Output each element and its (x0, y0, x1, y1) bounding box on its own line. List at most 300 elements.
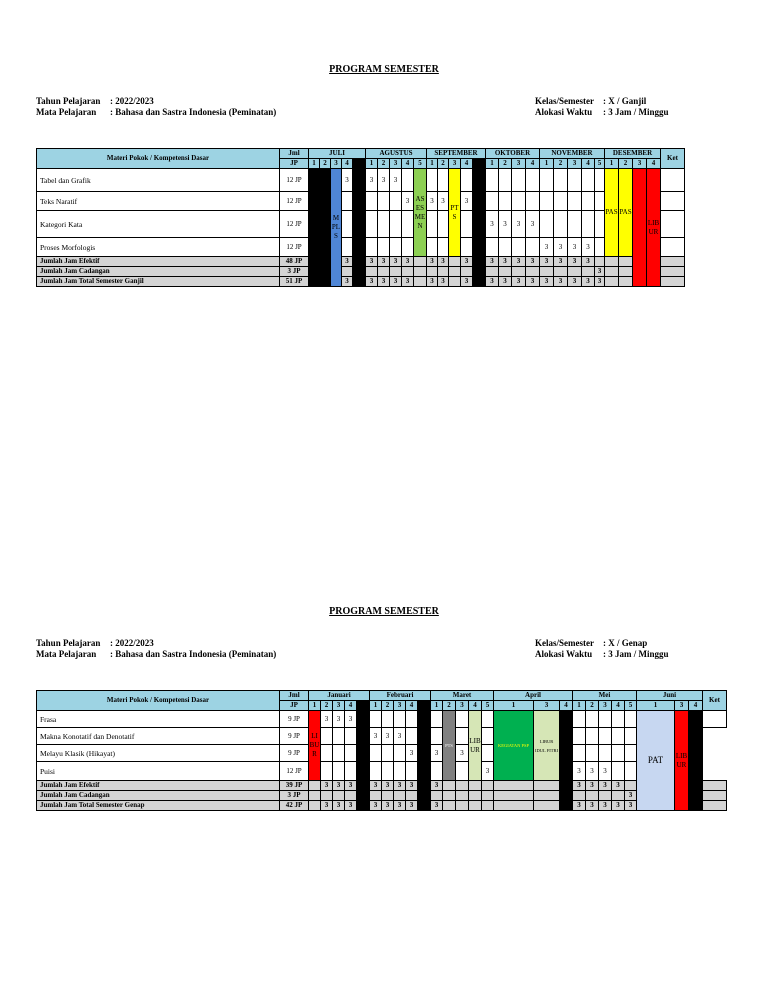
empty-cell (582, 211, 595, 238)
sum-label: Jumlah Jam Cadangan (37, 267, 280, 277)
week-cell: 4 (461, 159, 473, 169)
empty-cell (406, 791, 418, 801)
ket-cell (661, 211, 685, 238)
empty-cell (461, 238, 473, 257)
ket-cell (703, 801, 727, 811)
libur-sum (309, 791, 321, 801)
materi-cell: Makna Konotatif dan Denotatif (37, 728, 280, 745)
ket-cell (625, 762, 637, 781)
value-cell: 3 (625, 791, 637, 801)
alokasi-value: : 3 Jam / Minggu (603, 649, 669, 659)
empty-cell (568, 169, 582, 192)
empty-cell (378, 238, 390, 257)
jp-cell: 12 JP (280, 192, 309, 211)
value-cell: 3 (406, 745, 418, 762)
empty-cell (333, 728, 345, 745)
empty-cell (482, 781, 494, 791)
empty-cell (431, 711, 443, 728)
pts-sum (449, 267, 461, 277)
empty-cell (568, 192, 582, 211)
empty-cell (582, 267, 595, 277)
table-row (37, 711, 727, 728)
value-cell: 3 (366, 277, 378, 287)
ket-cell (661, 169, 685, 192)
value-cell: 3 (482, 762, 494, 781)
materi-cell: Melayu Klasik (Hikayat) (37, 745, 280, 762)
week-cell: 4 (526, 159, 540, 169)
month-agustus: AGUSTUS (366, 149, 427, 159)
month-mei: Mei (573, 691, 637, 701)
month-oktober: OKTOBER (486, 149, 540, 159)
week-cell: 2 (586, 701, 599, 711)
empty-cell (540, 267, 554, 277)
header-materi: Materi Pokok / Kompetensi Dasar (37, 691, 280, 711)
pas-sum (605, 267, 619, 277)
empty-cell (406, 711, 418, 728)
week-cell: 2 (320, 159, 331, 169)
value-cell: 3 (540, 257, 554, 267)
value-cell: 3 (461, 277, 473, 287)
value-cell: 3 (486, 257, 499, 267)
value-cell: 3 (586, 781, 599, 791)
empty-cell (512, 169, 526, 192)
week-cell: 2 (321, 701, 333, 711)
value-cell: 3 (431, 745, 443, 762)
value-cell: 3 (512, 257, 526, 267)
month-juni: Juni (637, 691, 703, 701)
empty-cell (390, 192, 402, 211)
sum-label: Jumlah Jam Efektif (37, 257, 280, 267)
week-cell: 5 (414, 159, 427, 169)
empty-cell (431, 762, 443, 781)
week-cell: 4 (582, 159, 595, 169)
pts-cell: PTS (443, 711, 456, 781)
empty-cell (582, 192, 595, 211)
value-cell: 3 (366, 257, 378, 267)
empty-cell (612, 745, 625, 762)
week-cell: 1 (427, 159, 438, 169)
empty-cell (345, 762, 357, 781)
asesmen-sum (414, 257, 427, 267)
week-cell-blank (353, 159, 366, 169)
value-cell: 3 (586, 801, 599, 811)
value-cell: 3 (378, 257, 390, 267)
empty-cell (345, 728, 357, 745)
empty-cell (402, 211, 414, 238)
materi-cell: Puisi (37, 762, 280, 781)
value-cell: 3 (333, 781, 345, 791)
empty-cell (382, 711, 394, 728)
week-cell: 3 (456, 701, 469, 711)
juli-w5-black (353, 169, 366, 287)
empty-cell (482, 745, 494, 762)
empty-cell (486, 267, 499, 277)
empty-cell (582, 169, 595, 192)
value-cell: 3 (595, 277, 605, 287)
week-cell: 2 (619, 159, 633, 169)
value-cell: 3 (366, 169, 378, 192)
jp-cell: 12 JP (280, 169, 309, 192)
value-cell: 3 (486, 211, 499, 238)
value-cell: 3 (406, 781, 418, 791)
week-cell: 1 (605, 159, 619, 169)
value-cell: 3 (582, 257, 595, 267)
mapel-value: : Bahasa dan Sastra Indonesia (Peminatan) (110, 649, 277, 659)
empty-cell (378, 192, 390, 211)
empty-cell (512, 267, 526, 277)
kelas-value: : X / Genap (603, 638, 648, 648)
value-cell: 3 (431, 801, 443, 811)
libur-sum (469, 791, 482, 801)
value-cell: 3 (554, 277, 568, 287)
empty-cell (568, 211, 582, 238)
week-cell: 1 (637, 701, 675, 711)
empty-cell (599, 745, 612, 762)
value-cell: 3 (345, 801, 357, 811)
empty-cell (612, 762, 625, 781)
week-cell: 1 (431, 701, 443, 711)
value-cell: 3 (342, 257, 353, 267)
value-cell: 3 (402, 257, 414, 267)
table-row (37, 169, 685, 192)
empty-cell (390, 267, 402, 277)
empty-cell (499, 238, 512, 257)
value-cell: 3 (568, 257, 582, 267)
empty-cell (526, 169, 540, 192)
month-april: April (494, 691, 573, 701)
empty-cell (394, 745, 406, 762)
value-cell: 3 (390, 257, 402, 267)
empty-cell (406, 762, 418, 781)
kelas-value: : X / Ganjil (603, 96, 647, 106)
month-september: SEPTEMBER (427, 149, 486, 159)
alokasi-label: Alokasi Waktu (535, 107, 593, 117)
week-cell: 1 (540, 159, 554, 169)
value-cell: 3 (402, 192, 414, 211)
value-cell: 3 (586, 762, 599, 781)
value-cell: 3 (554, 257, 568, 267)
empty-cell (573, 791, 586, 801)
lebaran-cell: LIBUR IDUL FITRI (534, 711, 560, 781)
empty-cell (321, 762, 333, 781)
libur-sum (309, 781, 321, 791)
week-cell-blank (473, 159, 486, 169)
value-cell: 3 (554, 238, 568, 257)
week-cell: 5 (625, 701, 637, 711)
meta-left (36, 638, 276, 660)
empty-cell (431, 791, 443, 801)
week-cell: 3 (633, 159, 647, 169)
tahun-value: : 2022/2023 (110, 638, 154, 648)
week-cell: 3 (599, 701, 612, 711)
empty-cell (486, 192, 499, 211)
sum-jp: 3 JP (280, 267, 309, 277)
week-cell: 4 (402, 159, 414, 169)
empty-cell (554, 169, 568, 192)
empty-cell (461, 211, 473, 238)
apr-w4-black (560, 711, 573, 811)
page-title: PROGRAM SEMESTER (329, 606, 439, 617)
empty-cell (586, 791, 599, 801)
kegiatan-sum (494, 791, 534, 801)
month-februari: Februari (370, 691, 431, 701)
empty-cell (402, 169, 414, 192)
empty-cell (612, 791, 625, 801)
pts-sum (443, 781, 456, 791)
ket-cell (703, 791, 727, 801)
tahun-label: Tahun Pelajaran (36, 96, 101, 106)
libur-sum (469, 801, 482, 811)
juli-w2-black (320, 169, 331, 287)
pts-sum (443, 801, 456, 811)
value-cell: 3 (573, 762, 586, 781)
week-cell-blank (418, 701, 431, 711)
value-cell: 3 (394, 781, 406, 791)
empty-cell (394, 711, 406, 728)
value-cell: 3 (333, 801, 345, 811)
week-cell: 3 (331, 159, 342, 169)
jp-cell: 12 JP (280, 762, 309, 781)
value-cell: 3 (612, 781, 625, 791)
empty-cell (526, 267, 540, 277)
empty-cell (382, 762, 394, 781)
pts-cell: PTS (449, 169, 461, 257)
table-row (37, 728, 727, 745)
month-november: NOVEMBER (540, 149, 605, 159)
value-cell: 3 (321, 801, 333, 811)
materi-cell: Teks Naratif (37, 192, 280, 211)
empty-cell (554, 211, 568, 238)
ket-cell (661, 277, 685, 287)
empty-cell (456, 801, 469, 811)
week-cell: 3 (449, 159, 461, 169)
juli-w1-black (309, 169, 320, 287)
jp-cell: 12 JP (280, 238, 309, 257)
empty-cell (599, 711, 612, 728)
week-cell: 1 (366, 159, 378, 169)
empty-cell (321, 728, 333, 745)
header-jml: Jml (280, 149, 309, 159)
empty-cell (554, 192, 568, 211)
value-cell: 3 (526, 211, 540, 238)
value-cell: 3 (456, 745, 469, 762)
value-cell: 3 (333, 711, 345, 728)
value-cell: 3 (512, 211, 526, 238)
empty-cell (438, 238, 449, 257)
week-cell: 2 (438, 159, 449, 169)
tahun-value: : 2022/2023 (110, 96, 154, 106)
value-cell: 3 (431, 781, 443, 791)
week-cell: 4 (469, 701, 482, 711)
week-cell: 1 (309, 701, 321, 711)
empty-cell (486, 169, 499, 192)
lebaran-sum (534, 791, 560, 801)
empty-cell (370, 745, 382, 762)
empty-cell (540, 169, 554, 192)
empty-cell (586, 745, 599, 762)
value-cell: 3 (526, 257, 540, 267)
empty-cell (342, 192, 353, 211)
pas-sum (605, 257, 619, 267)
libur-cell-2: LIBUR (647, 169, 661, 287)
week-cell: 3 (394, 701, 406, 711)
value-cell: 3 (370, 728, 382, 745)
value-cell: 3 (540, 238, 554, 257)
value-cell: 3 (345, 711, 357, 728)
value-cell: 3 (427, 277, 438, 287)
kelas-label: Kelas/Semester (535, 96, 594, 106)
value-cell: 3 (321, 711, 333, 728)
empty-cell (599, 728, 612, 745)
sum-jp: 42 JP (280, 801, 309, 811)
value-cell: 3 (582, 238, 595, 257)
empty-cell (540, 211, 554, 238)
sum-row (37, 801, 727, 811)
sum-jp: 3 JP (280, 791, 309, 801)
meta-right (535, 96, 669, 118)
value-cell: 3 (526, 277, 540, 287)
empty-cell (366, 192, 378, 211)
empty-cell (586, 711, 599, 728)
empty-cell (427, 211, 438, 238)
week-cell: 3 (675, 701, 689, 711)
value-cell: 3 (427, 192, 438, 211)
asesmen-sum (414, 267, 427, 277)
jp-cell: 9 JP (280, 745, 309, 762)
value-cell: 3 (382, 801, 394, 811)
libur-sum (469, 781, 482, 791)
jun-w4-black (689, 711, 703, 811)
empty-cell (333, 762, 345, 781)
empty-cell (333, 745, 345, 762)
value-cell: 3 (342, 169, 353, 192)
empty-cell (595, 169, 605, 192)
value-cell: 3 (499, 257, 512, 267)
empty-cell (512, 192, 526, 211)
week-cell: 4 (345, 701, 357, 711)
empty-cell (461, 169, 473, 192)
empty-cell (342, 267, 353, 277)
lebaran-sum (534, 801, 560, 811)
month-juli: JULI (309, 149, 366, 159)
pat-cell: PAT (637, 711, 675, 811)
empty-cell (438, 211, 449, 238)
value-cell: 3 (568, 238, 582, 257)
empty-cell (512, 238, 526, 257)
value-cell: 3 (370, 801, 382, 811)
empty-cell (366, 211, 378, 238)
empty-cell (526, 238, 540, 257)
value-cell: 3 (599, 801, 612, 811)
empty-cell (427, 169, 438, 192)
empty-cell (595, 238, 605, 257)
value-cell: 3 (438, 192, 449, 211)
value-cell: 3 (486, 277, 499, 287)
value-cell: 3 (438, 257, 449, 267)
pas-cell-1: PAS (605, 169, 619, 257)
empty-cell (486, 238, 499, 257)
empty-cell (345, 745, 357, 762)
jp-cell: 9 JP (280, 728, 309, 745)
empty-cell (554, 267, 568, 277)
month-desember: DESEMBER (605, 149, 661, 159)
value-cell: 3 (345, 781, 357, 791)
week-cell: 3 (512, 159, 526, 169)
value-cell: 3 (378, 169, 390, 192)
empty-cell (599, 791, 612, 801)
sum-jp: 39 JP (280, 781, 309, 791)
mpls-cell: MPLS (331, 169, 342, 287)
empty-cell (394, 762, 406, 781)
value-cell: 3 (461, 192, 473, 211)
asesmen-sum (414, 277, 427, 287)
ket-cell (703, 711, 727, 728)
lebaran-sum (534, 781, 560, 791)
empty-cell (382, 791, 394, 801)
pas-sum (605, 277, 619, 287)
empty-cell (540, 192, 554, 211)
feb-w5-black (418, 711, 431, 811)
value-cell: 3 (512, 277, 526, 287)
empty-cell (526, 192, 540, 211)
empty-cell (612, 711, 625, 728)
empty-cell (321, 745, 333, 762)
sum-row (37, 791, 727, 801)
value-cell: 3 (394, 728, 406, 745)
week-cell: 1 (494, 701, 534, 711)
empty-cell (456, 791, 469, 801)
value-cell: 3 (427, 257, 438, 267)
empty-cell (482, 711, 494, 728)
week-cell: 4 (647, 159, 661, 169)
alokasi-value: : 3 Jam / Minggu (603, 107, 669, 117)
week-cell: 5 (595, 159, 605, 169)
ket-cell (625, 728, 637, 745)
week-cell: 3 (333, 701, 345, 711)
tahun-label: Tahun Pelajaran (36, 638, 101, 648)
value-cell: 3 (499, 211, 512, 238)
week-cell: 1 (573, 701, 586, 711)
empty-cell (482, 728, 494, 745)
week-cell: 3 (534, 701, 560, 711)
empty-cell (625, 711, 637, 728)
kelas-label: Kelas/Semester (535, 638, 594, 648)
jan-w5-black (357, 711, 370, 811)
empty-cell (461, 267, 473, 277)
empty-cell (342, 211, 353, 238)
empty-cell (456, 711, 469, 728)
pas-sum (619, 267, 633, 277)
table-row (37, 745, 727, 762)
ket-cell (661, 257, 685, 267)
libur-cell-jan: LIBUR (309, 711, 321, 781)
sum-label: Jumlah Jam Total Semester Ganjil (37, 277, 280, 287)
empty-cell (586, 728, 599, 745)
value-cell: 3 (402, 277, 414, 287)
materi-cell: Frasa (37, 711, 280, 728)
empty-cell (378, 267, 390, 277)
empty-cell (595, 257, 605, 267)
empty-cell (595, 192, 605, 211)
week-cell: 2 (443, 701, 456, 711)
empty-cell (321, 791, 333, 801)
week-cell: 1 (309, 159, 320, 169)
meta-left (36, 96, 276, 118)
empty-cell (438, 267, 449, 277)
week-cell: 2 (499, 159, 512, 169)
empty-cell (499, 267, 512, 277)
value-cell: 3 (370, 781, 382, 791)
